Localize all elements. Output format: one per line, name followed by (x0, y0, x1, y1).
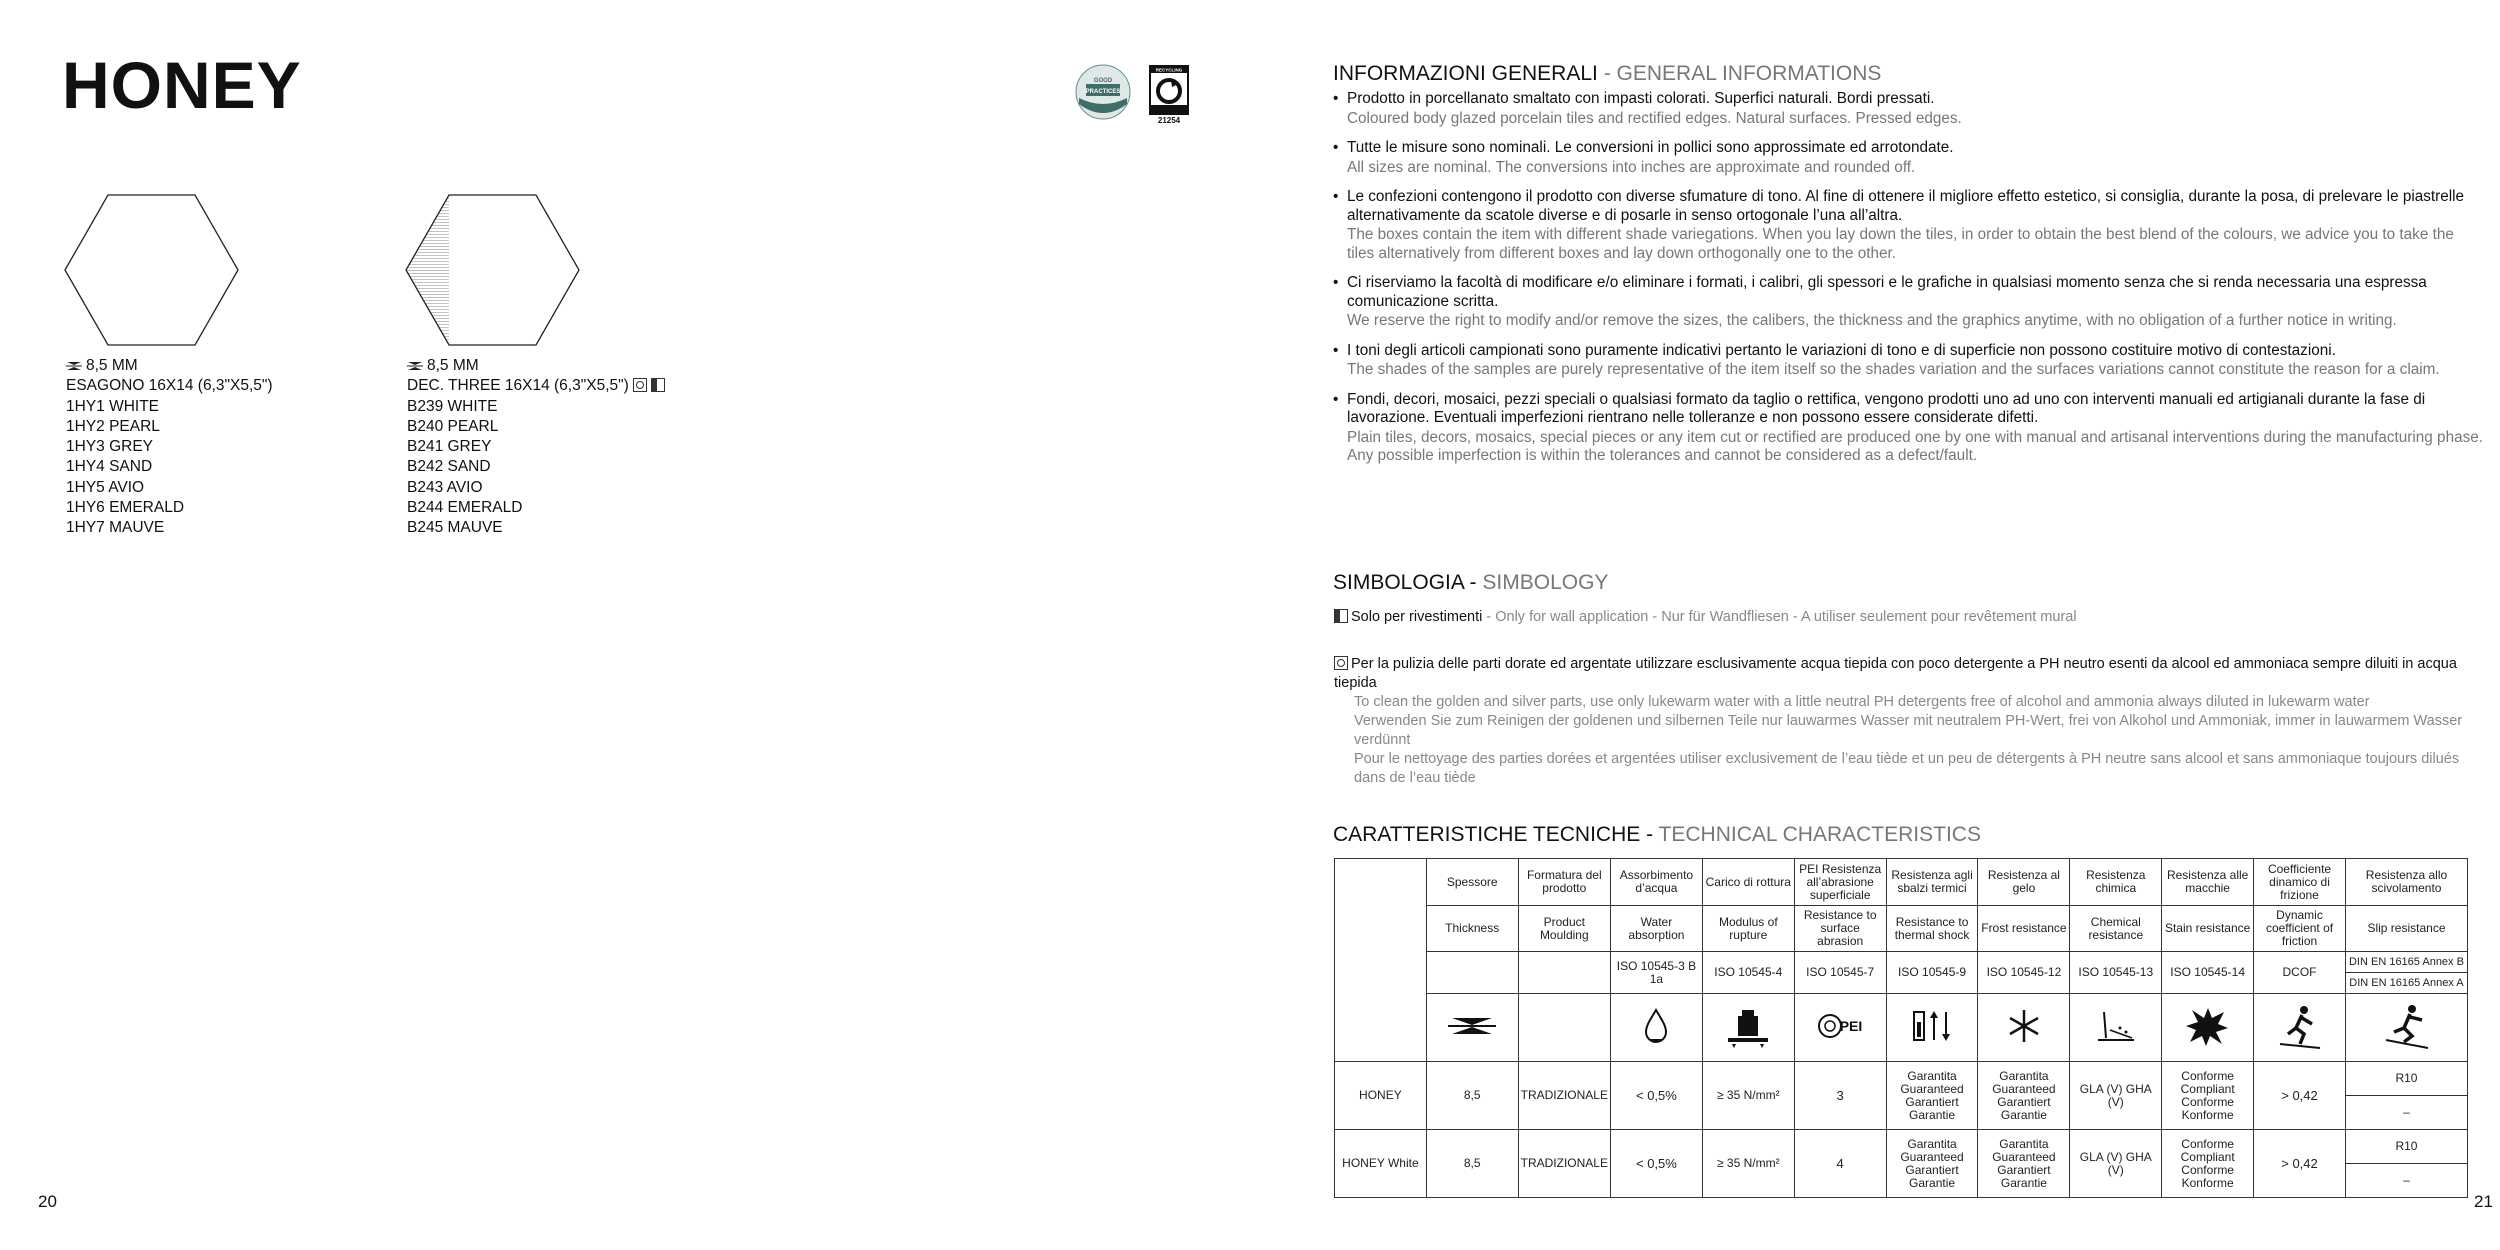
good-practices-badge (1075, 64, 1131, 120)
table-cell: ISO 10545-13 (2070, 952, 2162, 994)
thickness-icon (407, 361, 423, 371)
list-item: 1HY7 MAUVE (66, 519, 165, 537)
table-cell: ISO 10545-14 (2162, 952, 2254, 994)
list-item: B244 EMERALD (407, 499, 523, 517)
table-cell: GLA (V) GHA (V) (2070, 1130, 2162, 1198)
wall-only-note: Solo per rivestimenti - Only for wall application - Nur für Wandfliesen - A utiliser seulement pour revêtement mural (1334, 608, 2484, 627)
table-cell (2254, 994, 2346, 1062)
table-cell (1426, 994, 1518, 1062)
table-cell: ISO 10545-3 B 1a (1610, 952, 1702, 994)
table-row (1335, 952, 2468, 994)
list-item: B242 SAND (407, 458, 491, 476)
table-cell: 8,5 (1426, 1130, 1518, 1198)
table-cell: Garantita Guaranteed Garantiert Garantie (1978, 1062, 2070, 1130)
table-cell: 3 (1794, 1062, 1886, 1130)
list-item: • Prodotto in porcellanato smaltato con impasti colorati. Superfici naturali. Bordi pressati. Coloured body glazed porcelain tiles and rectified edges. Natural surfaces. Pressed edges. (1333, 90, 1962, 127)
list-item: 1HY2 PEARL (66, 417, 160, 435)
table-cell: 8,5 (1426, 1062, 1518, 1130)
thermal-shock-icon (1906, 1000, 1958, 1052)
badge-text: GOOD (1093, 78, 1113, 84)
pei-label: PEI (1839, 1018, 1863, 1034)
list-item: B243 AVIO (407, 478, 483, 496)
thickness-icon (66, 361, 82, 371)
table-cell: Spessore (1426, 859, 1518, 906)
stain-icon (2182, 1000, 2234, 1052)
abrasion-pei-icon (1814, 1000, 1866, 1052)
list-item: B245 MAUVE (407, 519, 503, 537)
table-cell: Resistenza chimica (2070, 859, 2162, 906)
table-cell: ISO 10545-9 (1886, 952, 1978, 994)
table-cell (1610, 994, 1702, 1062)
table-row (1335, 994, 2468, 1062)
page-number-right: 21 (2474, 1192, 2493, 1211)
format-label: DEC. THREE 16X14 (6,3"X5,5") (407, 376, 665, 396)
thickness-line: 8,5 MM (407, 356, 665, 376)
table-cell: DCOF (2254, 952, 2346, 994)
table-cell: HONEY White (1335, 1130, 1427, 1198)
table-cell: Slip resistance (2345, 906, 2467, 952)
table-cell: Chemical resistance (2070, 906, 2162, 952)
wall-only-icon (651, 378, 665, 392)
table-cell: ISO 10545-7 (1794, 952, 1886, 994)
table-cell: Resistance to thermal shock (1886, 906, 1978, 952)
list-item: 1HY4 SAND (66, 458, 153, 476)
table-cell (1978, 994, 2070, 1062)
water-drop-icon (1630, 1000, 1682, 1052)
cleaning-icon (1334, 656, 1348, 670)
table-cell: Stain resistance (2162, 906, 2254, 952)
table-cell: Resistenza alle macchie (2162, 859, 2254, 906)
table-cell: Modulus of rupture (1702, 906, 1794, 952)
format-label: ESAGONO 16X14 (6,3"X5,5") (66, 377, 273, 395)
friction-walker-icon (2274, 1000, 2326, 1052)
table-cell (1702, 994, 1794, 1062)
table-cell: DIN EN 16165 Annex B DIN EN 16165 Annex A (2345, 952, 2467, 994)
weight-load-icon (1722, 1000, 1774, 1052)
table-cell: < 0,5% (1610, 1130, 1702, 1198)
decor-hexagon-image (405, 194, 580, 346)
table-cell: ISO 10545-12 (1978, 952, 2070, 994)
table-cell: Frost resistance (1978, 906, 2070, 952)
table-row (1335, 906, 2468, 952)
list-item: • Fondi, decori, mosaici, pezzi speciali o qualsiasi formato da taglio o rettifica, vengono prodotti uno ad uno con interventi manuali ed artigianali durante la fase di lavorazione. Eventuali imperfezioni rientrano nelle tolleranze e non possono essere considerate difetti. Plain tiles, decors, mosaics, special pieces or any item cut or rectified are produced one by one with manual and artisanal interventions during the manufacturing phase. Any possible imperfection is within the tolerances and cannot be considered as a defect/fault. (1333, 390, 2483, 464)
table-cell: ≥ 35 N/mm² (1702, 1062, 1794, 1130)
table-cell: Resistenza agli sbalzi termici (1886, 859, 1978, 906)
table-cell: Assorbimento d’acqua (1610, 859, 1702, 906)
table-cell: Conforme Compliant Conforme Konforme (2162, 1130, 2254, 1198)
cleaning-icon (633, 378, 647, 392)
table-cell: 4 (1794, 1130, 1886, 1198)
general-info-list (1333, 90, 2483, 477)
table-cell: Garantita Guaranteed Garantiert Garantie (1886, 1130, 1978, 1198)
table-cell (1794, 994, 1886, 1062)
table-cell: Water absorption (1610, 906, 1702, 952)
table-cell: Garantita Guaranteed Garantiert Garantie (1978, 1130, 2070, 1198)
simbology-title: SIMBOLOGIA - SIMBOLOGY (1333, 571, 1609, 594)
badge-number: 21254 (1157, 116, 1181, 125)
table-cell: Dynamic coefficient of friction (2254, 906, 2346, 952)
list-item: 1HY5 AVIO (66, 478, 145, 496)
slip-resistance-icon (2380, 1000, 2432, 1052)
table-cell: PEI Resistenza all’abrasione superficiale (1794, 859, 1886, 906)
general-info-title: INFORMAZIONI GENERALI - GENERAL INFORMATIONS (1333, 62, 1882, 85)
technical-title: CARATTERISTICHE TECNICHE - TECHNICAL CHARACTERISTICS (1333, 823, 1981, 846)
table-cell: Thickness (1426, 906, 1518, 952)
table-cell: Resistenza al gelo (1978, 859, 2070, 906)
table-cell: TRADIZIONALE (1518, 1130, 1610, 1198)
badge-text: RECYCLING (1155, 67, 1183, 73)
table-cell: – (2345, 1096, 2467, 1130)
table-cell: Product Moulding (1518, 906, 1610, 952)
table-cell: Resistenza allo scivolamento (2345, 859, 2467, 906)
table-cell (1335, 859, 1427, 1062)
table-cell: Formatura del prodotto (1518, 859, 1610, 906)
product-list-esagono (66, 356, 273, 539)
table-cell (2345, 994, 2467, 1062)
product-list-decor (407, 356, 665, 539)
table-cell: ≥ 35 N/mm² (1702, 1130, 1794, 1198)
table-row (1335, 1130, 2468, 1164)
table-cell: GLA (V) GHA (V) (2070, 1062, 2162, 1130)
table-cell: Carico di rottura (1702, 859, 1794, 906)
table-cell (2162, 994, 2254, 1062)
table-cell: ISO 10545-4 (1702, 952, 1794, 994)
list-item: B239 WHITE (407, 397, 498, 415)
snowflake-icon (1998, 1000, 2050, 1052)
table-cell (1518, 952, 1610, 994)
list-item: B240 PEARL (407, 417, 499, 435)
table-cell: < 0,5% (1610, 1062, 1702, 1130)
technical-table (1334, 858, 2468, 1198)
table-cell (1518, 994, 1610, 1062)
table-cell: HONEY (1335, 1062, 1427, 1130)
hexagon-tile-image (64, 194, 239, 346)
thickness-line: 8,5 MM (66, 356, 273, 376)
page-title: HONEY (62, 48, 302, 122)
list-item: • I toni degli articoli campionati sono puramente indicativi pertanto le variazioni di tono e di superficie non possono costituire motivo di contestazioni. The shades of the samples are purely representative of the item itself so the shades variation and the surfaces variations cannot constitute the reason for a claim. (1333, 341, 2440, 378)
list-item: 1HY6 EMERALD (66, 499, 185, 517)
table-cell: R10 (2345, 1062, 2467, 1096)
table-row (1335, 1062, 2468, 1096)
list-item: • Ci riserviamo la facoltà di modificare e/o eliminare i formati, i calibri, gli spessori e le grafiche in qualsiasi momento senza che si renda necessaria una espressa comunicazione scritta. We reserve the right to modify and/or remove the sizes, the calibers, the thickness and the graphics anytime, with no obligation of a further notice in writing. (1333, 274, 2427, 329)
list-item: 1HY1 WHITE (66, 397, 160, 415)
table-cell (2070, 994, 2162, 1062)
thickness-icon (1446, 1000, 1498, 1052)
table-cell: – (2345, 1164, 2467, 1198)
wall-only-icon (1334, 609, 1348, 623)
table-cell: Resistance to surface abrasion (1794, 906, 1886, 952)
list-item: • Tutte le misure sono nominali. Le conversioni in pollici sono approssimate ed arrotondate. All sizes are nominal. The conversions into inches are approximate and rounded off. (1333, 139, 1954, 176)
badge-text: PRACTICES (1085, 89, 1121, 95)
table-cell: R10 (2345, 1130, 2467, 1164)
table-cell: Coefficiente dinamico di frizione (2254, 859, 2346, 906)
list-item: 1HY3 GREY (66, 438, 154, 456)
recycling-badge (1148, 64, 1190, 126)
table-cell: > 0,42 (2254, 1062, 2346, 1130)
table-cell: TRADIZIONALE (1518, 1062, 1610, 1130)
page-number-left: 20 (38, 1192, 57, 1211)
cleaning-note: Per la pulizia delle parti dorate ed argentate utilizzare esclusivamente acqua tiepida con poco detergente a PH neutro esenti da alcool ed ammoniaca sempre diluiti in acqua tiepida To clean the golden and silver parts, use only lukewarm water with a little neutral PH detergents free of alcohol and ammonia always diluted in lukewarm water Verwenden Sie zum Reinigen der goldenen und silbernen Teile nur lauwarmes Wasser mit neutralem PH-Wert, frei von Alkohol und Ammoniak, immer in lauwarmem Wasser verdünnt Pour le nettoyage des parties dorées et argentées utiliser exclusivement de l’eau tiède et un peu de détergents à PH neutre sans alcool et sans ammoniaque toujours dilués dans de l’eau tiède (1334, 656, 2463, 786)
table-cell: Conforme Compliant Conforme Konforme (2162, 1062, 2254, 1130)
chemical-icon (2090, 1000, 2142, 1052)
table-row (1335, 859, 2468, 906)
list-item: • Le confezioni contengono il prodotto con diverse sfumature di tono. Al fine di ottenere il migliore effetto estetico, si consiglia, durante la posa, di prelevare le piastrelle alternativamente da scatole diverse e di posarle in senso ortogonale l’una all’altra. The boxes contain the item with different shade variegations. When you lay down the tiles, in order to obtain the best blend of the colours, we advice you to take the tiles alternatively from different boxes and lay down orthogonally one to the other. (1333, 188, 2465, 262)
table-cell (1886, 994, 1978, 1062)
table-cell: > 0,42 (2254, 1130, 2346, 1198)
table-cell (1426, 952, 1518, 994)
table-cell: Garantita Guaranteed Garantiert Garantie (1886, 1062, 1978, 1130)
list-item: B241 GREY (407, 438, 492, 456)
